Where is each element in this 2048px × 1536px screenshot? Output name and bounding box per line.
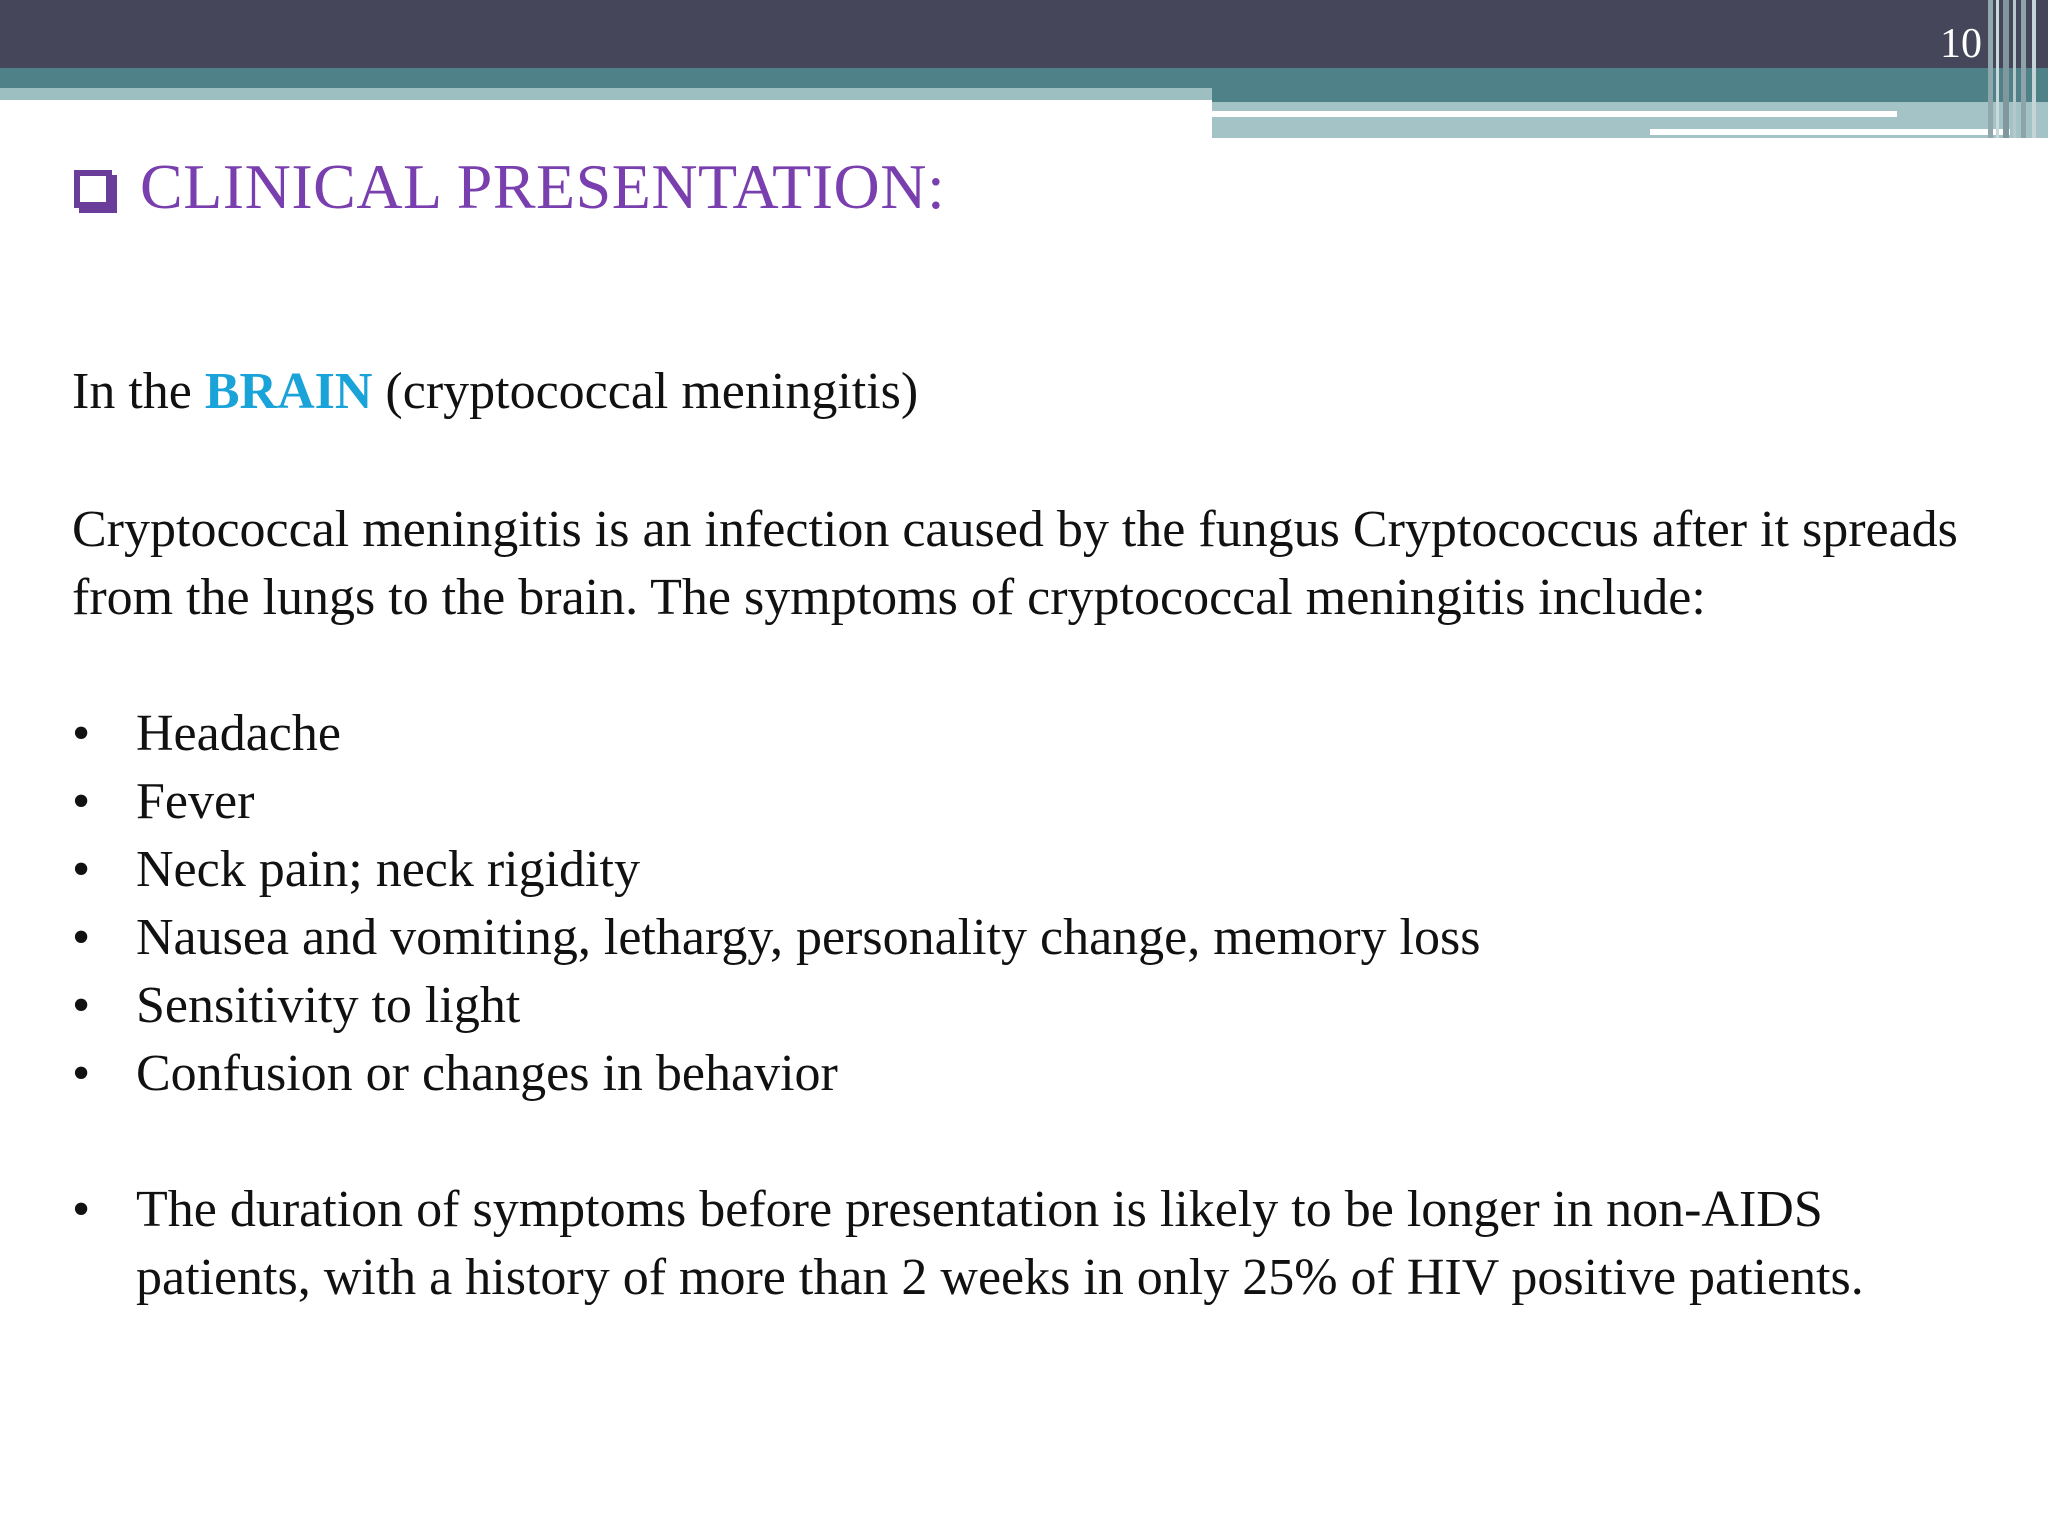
intro-paragraph: Cryptococcal meningitis is an infection caused by the fungus Cryptococcus after it spreads from the lungs to the brain. The symptoms of cryptococcal meningitis include: [72,501,1958,626]
note-item [72,1176,1992,1312]
symptom-list [72,700,1992,1108]
header-vertical-stripe [1988,0,1993,138]
slide-number: 10 [1940,21,1982,67]
header-vertical-stripe [2032,0,2036,138]
header-band-dark [0,0,2048,70]
header-vertical-stripe [1996,0,1999,138]
symptom-text: Nausea and vomiting, lethargy, personality change, memory loss [136,909,1481,966]
symptom-item [72,768,1992,836]
note-list [72,1176,1992,1312]
header-vertical-stripe [2003,0,2009,138]
slide-title: CLINICAL PRESENTATION: [140,151,946,222]
symptom-text: Neck pain; neck rigidity [136,841,640,898]
highlighted-term: BRAIN [204,363,373,420]
symptom-text: Fever [136,773,255,830]
header-white-line [1650,129,2010,135]
symptom-item [72,836,1992,904]
symptom-item [72,972,1992,1040]
section-heading-prefix: In the [72,363,205,420]
checkbox-bullet-icon [74,170,112,208]
symptom-item [72,1040,1992,1108]
header-white-line [1212,111,1897,117]
symptom-item [72,700,1992,768]
section-heading [72,358,1992,426]
header-band-light-left [0,88,1212,100]
header-vertical-stripe [2013,0,2016,138]
symptom-item [72,904,1992,972]
bullet-icon: • [72,773,91,830]
bullet-icon: • [72,1045,91,1102]
header-band-teal [0,68,2048,88]
note-text: The duration of symptoms before presentation is likely to be longer in non-AIDS patients, with a history of more than 2 weeks in only 25% of HIV positive patients. [136,1181,1864,1306]
bullet-icon: • [72,1181,91,1238]
slide-body [72,358,1992,1312]
title-row [74,150,945,224]
section-heading-suffix: (cryptococcal meningitis) [372,363,919,420]
header-band-teal-right [1212,88,2048,102]
bullet-icon: • [72,977,91,1034]
bullet-icon: • [72,705,91,762]
symptom-text: Headache [136,705,341,762]
bullet-icon: • [72,841,91,898]
bullet-icon: • [72,909,91,966]
header-vertical-stripe [2021,0,2026,138]
symptom-text: Sensitivity to light [136,977,521,1034]
symptom-text: Confusion or changes in behavior [136,1045,838,1102]
